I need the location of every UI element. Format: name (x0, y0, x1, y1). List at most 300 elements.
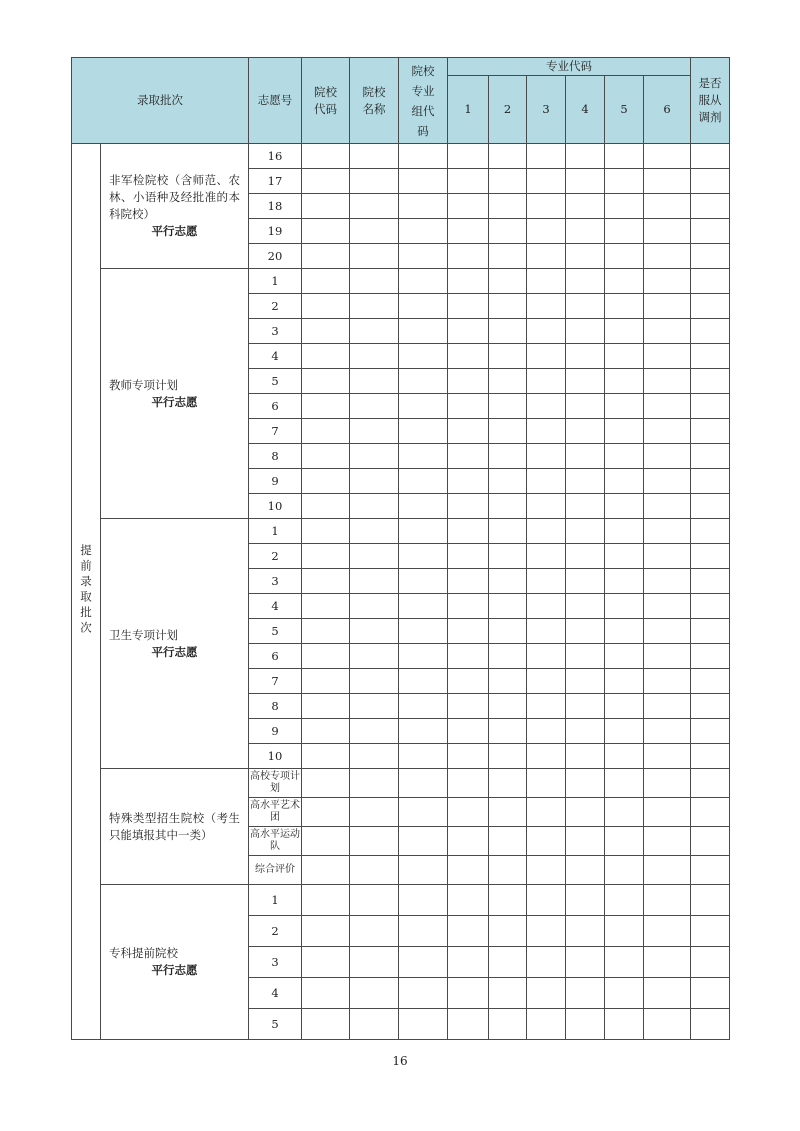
fill-cell[interactable] (644, 856, 691, 885)
fill-cell[interactable] (691, 1009, 730, 1040)
fill-cell[interactable] (448, 694, 489, 719)
fill-cell[interactable] (566, 744, 605, 769)
fill-cell[interactable] (350, 619, 399, 644)
fill-cell[interactable] (527, 394, 566, 419)
fill-cell[interactable] (350, 719, 399, 744)
fill-cell[interactable] (605, 194, 644, 219)
fill-cell[interactable] (691, 319, 730, 344)
fill-cell[interactable] (302, 885, 350, 916)
fill-cell[interactable] (350, 269, 399, 294)
fill-cell[interactable] (302, 344, 350, 369)
fill-cell[interactable] (489, 369, 527, 394)
fill-cell[interactable] (566, 885, 605, 916)
fill-cell[interactable] (644, 519, 691, 544)
fill-cell[interactable] (527, 1009, 566, 1040)
fill-cell[interactable] (644, 669, 691, 694)
fill-cell[interactable] (566, 319, 605, 344)
fill-cell[interactable] (527, 544, 566, 569)
fill-cell[interactable] (644, 444, 691, 469)
fill-cell[interactable] (302, 419, 350, 444)
fill-cell[interactable] (489, 947, 527, 978)
fill-cell[interactable] (350, 594, 399, 619)
fill-cell[interactable] (691, 369, 730, 394)
fill-cell[interactable] (448, 669, 489, 694)
fill-cell[interactable] (350, 469, 399, 494)
fill-cell[interactable] (605, 244, 644, 269)
fill-cell[interactable] (644, 419, 691, 444)
fill-cell[interactable] (489, 444, 527, 469)
fill-cell[interactable] (527, 856, 566, 885)
fill-cell[interactable] (350, 294, 399, 319)
fill-cell[interactable] (489, 619, 527, 644)
fill-cell[interactable] (605, 219, 644, 244)
fill-cell[interactable] (566, 444, 605, 469)
fill-cell[interactable] (605, 444, 644, 469)
fill-cell[interactable] (566, 594, 605, 619)
fill-cell[interactable] (350, 694, 399, 719)
fill-cell[interactable] (399, 827, 448, 856)
fill-cell[interactable] (691, 978, 730, 1009)
fill-cell[interactable] (605, 798, 644, 827)
fill-cell[interactable] (691, 569, 730, 594)
fill-cell[interactable] (489, 344, 527, 369)
fill-cell[interactable] (350, 1009, 399, 1040)
fill-cell[interactable] (566, 294, 605, 319)
fill-cell[interactable] (448, 885, 489, 916)
fill-cell[interactable] (566, 219, 605, 244)
fill-cell[interactable] (399, 244, 448, 269)
fill-cell[interactable] (448, 1009, 489, 1040)
fill-cell[interactable] (302, 744, 350, 769)
fill-cell[interactable] (566, 344, 605, 369)
fill-cell[interactable] (489, 494, 527, 519)
fill-cell[interactable] (399, 319, 448, 344)
fill-cell[interactable] (566, 544, 605, 569)
fill-cell[interactable] (691, 644, 730, 669)
fill-cell[interactable] (489, 469, 527, 494)
fill-cell[interactable] (489, 644, 527, 669)
fill-cell[interactable] (605, 644, 644, 669)
fill-cell[interactable] (350, 344, 399, 369)
fill-cell[interactable] (489, 694, 527, 719)
fill-cell[interactable] (350, 827, 399, 856)
fill-cell[interactable] (527, 947, 566, 978)
fill-cell[interactable] (448, 719, 489, 744)
fill-cell[interactable] (350, 885, 399, 916)
fill-cell[interactable] (527, 219, 566, 244)
fill-cell[interactable] (448, 319, 489, 344)
fill-cell[interactable] (448, 419, 489, 444)
fill-cell[interactable] (489, 798, 527, 827)
fill-cell[interactable] (527, 594, 566, 619)
fill-cell[interactable] (448, 444, 489, 469)
fill-cell[interactable] (605, 694, 644, 719)
fill-cell[interactable] (691, 798, 730, 827)
fill-cell[interactable] (448, 594, 489, 619)
fill-cell[interactable] (448, 769, 489, 798)
fill-cell[interactable] (489, 294, 527, 319)
fill-cell[interactable] (350, 947, 399, 978)
fill-cell[interactable] (527, 569, 566, 594)
fill-cell[interactable] (399, 519, 448, 544)
fill-cell[interactable] (566, 269, 605, 294)
fill-cell[interactable] (399, 978, 448, 1009)
fill-cell[interactable] (527, 916, 566, 947)
fill-cell[interactable] (644, 494, 691, 519)
fill-cell[interactable] (605, 469, 644, 494)
fill-cell[interactable] (302, 194, 350, 219)
fill-cell[interactable] (489, 244, 527, 269)
fill-cell[interactable] (350, 669, 399, 694)
fill-cell[interactable] (566, 694, 605, 719)
fill-cell[interactable] (302, 769, 350, 798)
fill-cell[interactable] (399, 269, 448, 294)
fill-cell[interactable] (399, 294, 448, 319)
fill-cell[interactable] (399, 494, 448, 519)
fill-cell[interactable] (605, 144, 644, 169)
fill-cell[interactable] (644, 344, 691, 369)
fill-cell[interactable] (399, 885, 448, 916)
fill-cell[interactable] (302, 444, 350, 469)
fill-cell[interactable] (302, 519, 350, 544)
fill-cell[interactable] (489, 885, 527, 916)
fill-cell[interactable] (302, 369, 350, 394)
fill-cell[interactable] (566, 569, 605, 594)
fill-cell[interactable] (691, 744, 730, 769)
fill-cell[interactable] (691, 219, 730, 244)
fill-cell[interactable] (399, 644, 448, 669)
fill-cell[interactable] (448, 744, 489, 769)
fill-cell[interactable] (489, 144, 527, 169)
fill-cell[interactable] (605, 369, 644, 394)
fill-cell[interactable] (691, 444, 730, 469)
fill-cell[interactable] (644, 798, 691, 827)
fill-cell[interactable] (302, 827, 350, 856)
fill-cell[interactable] (527, 469, 566, 494)
fill-cell[interactable] (566, 719, 605, 744)
fill-cell[interactable] (399, 744, 448, 769)
fill-cell[interactable] (489, 319, 527, 344)
fill-cell[interactable] (605, 1009, 644, 1040)
fill-cell[interactable] (489, 769, 527, 798)
fill-cell[interactable] (527, 444, 566, 469)
fill-cell[interactable] (350, 394, 399, 419)
fill-cell[interactable] (644, 469, 691, 494)
fill-cell[interactable] (644, 947, 691, 978)
fill-cell[interactable] (691, 769, 730, 798)
fill-cell[interactable] (644, 569, 691, 594)
fill-cell[interactable] (302, 244, 350, 269)
fill-cell[interactable] (644, 594, 691, 619)
fill-cell[interactable] (350, 219, 399, 244)
fill-cell[interactable] (448, 269, 489, 294)
fill-cell[interactable] (644, 319, 691, 344)
fill-cell[interactable] (566, 244, 605, 269)
fill-cell[interactable] (566, 619, 605, 644)
fill-cell[interactable] (605, 169, 644, 194)
fill-cell[interactable] (302, 694, 350, 719)
fill-cell[interactable] (691, 194, 730, 219)
fill-cell[interactable] (566, 519, 605, 544)
fill-cell[interactable] (399, 694, 448, 719)
fill-cell[interactable] (527, 169, 566, 194)
fill-cell[interactable] (302, 144, 350, 169)
fill-cell[interactable] (644, 269, 691, 294)
fill-cell[interactable] (399, 619, 448, 644)
fill-cell[interactable] (691, 719, 730, 744)
fill-cell[interactable] (399, 856, 448, 885)
fill-cell[interactable] (489, 194, 527, 219)
fill-cell[interactable] (448, 544, 489, 569)
fill-cell[interactable] (605, 719, 644, 744)
fill-cell[interactable] (605, 619, 644, 644)
fill-cell[interactable] (644, 769, 691, 798)
fill-cell[interactable] (644, 744, 691, 769)
fill-cell[interactable] (448, 369, 489, 394)
fill-cell[interactable] (489, 269, 527, 294)
fill-cell[interactable] (605, 827, 644, 856)
fill-cell[interactable] (489, 744, 527, 769)
fill-cell[interactable] (605, 344, 644, 369)
fill-cell[interactable] (644, 294, 691, 319)
fill-cell[interactable] (605, 519, 644, 544)
fill-cell[interactable] (350, 544, 399, 569)
fill-cell[interactable] (644, 1009, 691, 1040)
fill-cell[interactable] (448, 569, 489, 594)
fill-cell[interactable] (605, 978, 644, 1009)
fill-cell[interactable] (566, 856, 605, 885)
fill-cell[interactable] (691, 394, 730, 419)
fill-cell[interactable] (489, 719, 527, 744)
fill-cell[interactable] (448, 144, 489, 169)
fill-cell[interactable] (448, 344, 489, 369)
fill-cell[interactable] (691, 344, 730, 369)
fill-cell[interactable] (527, 519, 566, 544)
fill-cell[interactable] (644, 619, 691, 644)
fill-cell[interactable] (644, 827, 691, 856)
fill-cell[interactable] (448, 169, 489, 194)
fill-cell[interactable] (448, 494, 489, 519)
fill-cell[interactable] (350, 744, 399, 769)
fill-cell[interactable] (644, 694, 691, 719)
fill-cell[interactable] (399, 444, 448, 469)
fill-cell[interactable] (399, 769, 448, 798)
fill-cell[interactable] (605, 269, 644, 294)
fill-cell[interactable] (644, 244, 691, 269)
fill-cell[interactable] (644, 644, 691, 669)
fill-cell[interactable] (605, 856, 644, 885)
fill-cell[interactable] (605, 494, 644, 519)
fill-cell[interactable] (691, 294, 730, 319)
fill-cell[interactable] (644, 219, 691, 244)
fill-cell[interactable] (448, 244, 489, 269)
fill-cell[interactable] (566, 494, 605, 519)
fill-cell[interactable] (605, 885, 644, 916)
fill-cell[interactable] (527, 619, 566, 644)
fill-cell[interactable] (399, 194, 448, 219)
fill-cell[interactable] (566, 978, 605, 1009)
fill-cell[interactable] (691, 419, 730, 444)
fill-cell[interactable] (489, 978, 527, 1009)
fill-cell[interactable] (350, 798, 399, 827)
fill-cell[interactable] (644, 885, 691, 916)
fill-cell[interactable] (399, 947, 448, 978)
fill-cell[interactable] (527, 978, 566, 1009)
fill-cell[interactable] (566, 798, 605, 827)
fill-cell[interactable] (527, 719, 566, 744)
fill-cell[interactable] (489, 519, 527, 544)
fill-cell[interactable] (644, 394, 691, 419)
fill-cell[interactable] (489, 669, 527, 694)
fill-cell[interactable] (448, 194, 489, 219)
fill-cell[interactable] (605, 769, 644, 798)
fill-cell[interactable] (566, 644, 605, 669)
fill-cell[interactable] (350, 769, 399, 798)
fill-cell[interactable] (605, 419, 644, 444)
fill-cell[interactable] (399, 916, 448, 947)
fill-cell[interactable] (566, 369, 605, 394)
fill-cell[interactable] (448, 856, 489, 885)
fill-cell[interactable] (527, 694, 566, 719)
fill-cell[interactable] (350, 244, 399, 269)
fill-cell[interactable] (302, 644, 350, 669)
fill-cell[interactable] (302, 169, 350, 194)
fill-cell[interactable] (302, 469, 350, 494)
fill-cell[interactable] (691, 269, 730, 294)
fill-cell[interactable] (489, 169, 527, 194)
fill-cell[interactable] (350, 519, 399, 544)
fill-cell[interactable] (448, 619, 489, 644)
fill-cell[interactable] (399, 569, 448, 594)
fill-cell[interactable] (527, 419, 566, 444)
fill-cell[interactable] (644, 369, 691, 394)
fill-cell[interactable] (566, 419, 605, 444)
fill-cell[interactable] (605, 947, 644, 978)
fill-cell[interactable] (527, 885, 566, 916)
fill-cell[interactable] (691, 669, 730, 694)
fill-cell[interactable] (350, 644, 399, 669)
fill-cell[interactable] (566, 169, 605, 194)
fill-cell[interactable] (644, 719, 691, 744)
fill-cell[interactable] (302, 594, 350, 619)
fill-cell[interactable] (399, 169, 448, 194)
fill-cell[interactable] (302, 319, 350, 344)
fill-cell[interactable] (489, 594, 527, 619)
fill-cell[interactable] (350, 144, 399, 169)
fill-cell[interactable] (399, 369, 448, 394)
fill-cell[interactable] (448, 219, 489, 244)
fill-cell[interactable] (527, 769, 566, 798)
fill-cell[interactable] (489, 827, 527, 856)
fill-cell[interactable] (350, 194, 399, 219)
fill-cell[interactable] (489, 856, 527, 885)
fill-cell[interactable] (302, 978, 350, 1009)
fill-cell[interactable] (302, 947, 350, 978)
fill-cell[interactable] (691, 885, 730, 916)
fill-cell[interactable] (644, 916, 691, 947)
fill-cell[interactable] (605, 569, 644, 594)
fill-cell[interactable] (448, 978, 489, 1009)
fill-cell[interactable] (399, 719, 448, 744)
fill-cell[interactable] (691, 856, 730, 885)
fill-cell[interactable] (350, 369, 399, 394)
fill-cell[interactable] (605, 394, 644, 419)
fill-cell[interactable] (527, 344, 566, 369)
fill-cell[interactable] (399, 1009, 448, 1040)
fill-cell[interactable] (566, 827, 605, 856)
fill-cell[interactable] (489, 219, 527, 244)
fill-cell[interactable] (448, 519, 489, 544)
fill-cell[interactable] (350, 319, 399, 344)
fill-cell[interactable] (566, 1009, 605, 1040)
fill-cell[interactable] (350, 169, 399, 194)
fill-cell[interactable] (691, 469, 730, 494)
fill-cell[interactable] (399, 469, 448, 494)
fill-cell[interactable] (399, 594, 448, 619)
fill-cell[interactable] (302, 269, 350, 294)
fill-cell[interactable] (448, 644, 489, 669)
fill-cell[interactable] (527, 269, 566, 294)
fill-cell[interactable] (302, 219, 350, 244)
fill-cell[interactable] (350, 569, 399, 594)
fill-cell[interactable] (691, 619, 730, 644)
fill-cell[interactable] (691, 916, 730, 947)
fill-cell[interactable] (605, 594, 644, 619)
fill-cell[interactable] (691, 947, 730, 978)
fill-cell[interactable] (448, 916, 489, 947)
fill-cell[interactable] (691, 519, 730, 544)
fill-cell[interactable] (527, 644, 566, 669)
fill-cell[interactable] (644, 194, 691, 219)
fill-cell[interactable] (350, 856, 399, 885)
fill-cell[interactable] (399, 419, 448, 444)
fill-cell[interactable] (489, 1009, 527, 1040)
fill-cell[interactable] (302, 544, 350, 569)
fill-cell[interactable] (527, 244, 566, 269)
fill-cell[interactable] (399, 669, 448, 694)
fill-cell[interactable] (691, 827, 730, 856)
fill-cell[interactable] (350, 978, 399, 1009)
fill-cell[interactable] (644, 978, 691, 1009)
fill-cell[interactable] (691, 244, 730, 269)
fill-cell[interactable] (527, 827, 566, 856)
fill-cell[interactable] (399, 394, 448, 419)
fill-cell[interactable] (302, 494, 350, 519)
fill-cell[interactable] (527, 194, 566, 219)
fill-cell[interactable] (605, 669, 644, 694)
fill-cell[interactable] (302, 916, 350, 947)
fill-cell[interactable] (399, 544, 448, 569)
fill-cell[interactable] (566, 469, 605, 494)
fill-cell[interactable] (566, 194, 605, 219)
fill-cell[interactable] (399, 344, 448, 369)
fill-cell[interactable] (566, 916, 605, 947)
fill-cell[interactable] (527, 798, 566, 827)
fill-cell[interactable] (302, 1009, 350, 1040)
fill-cell[interactable] (605, 916, 644, 947)
fill-cell[interactable] (399, 144, 448, 169)
fill-cell[interactable] (644, 169, 691, 194)
fill-cell[interactable] (527, 144, 566, 169)
fill-cell[interactable] (489, 419, 527, 444)
fill-cell[interactable] (448, 947, 489, 978)
fill-cell[interactable] (691, 594, 730, 619)
fill-cell[interactable] (566, 947, 605, 978)
fill-cell[interactable] (489, 916, 527, 947)
fill-cell[interactable] (527, 369, 566, 394)
fill-cell[interactable] (302, 798, 350, 827)
fill-cell[interactable] (489, 569, 527, 594)
